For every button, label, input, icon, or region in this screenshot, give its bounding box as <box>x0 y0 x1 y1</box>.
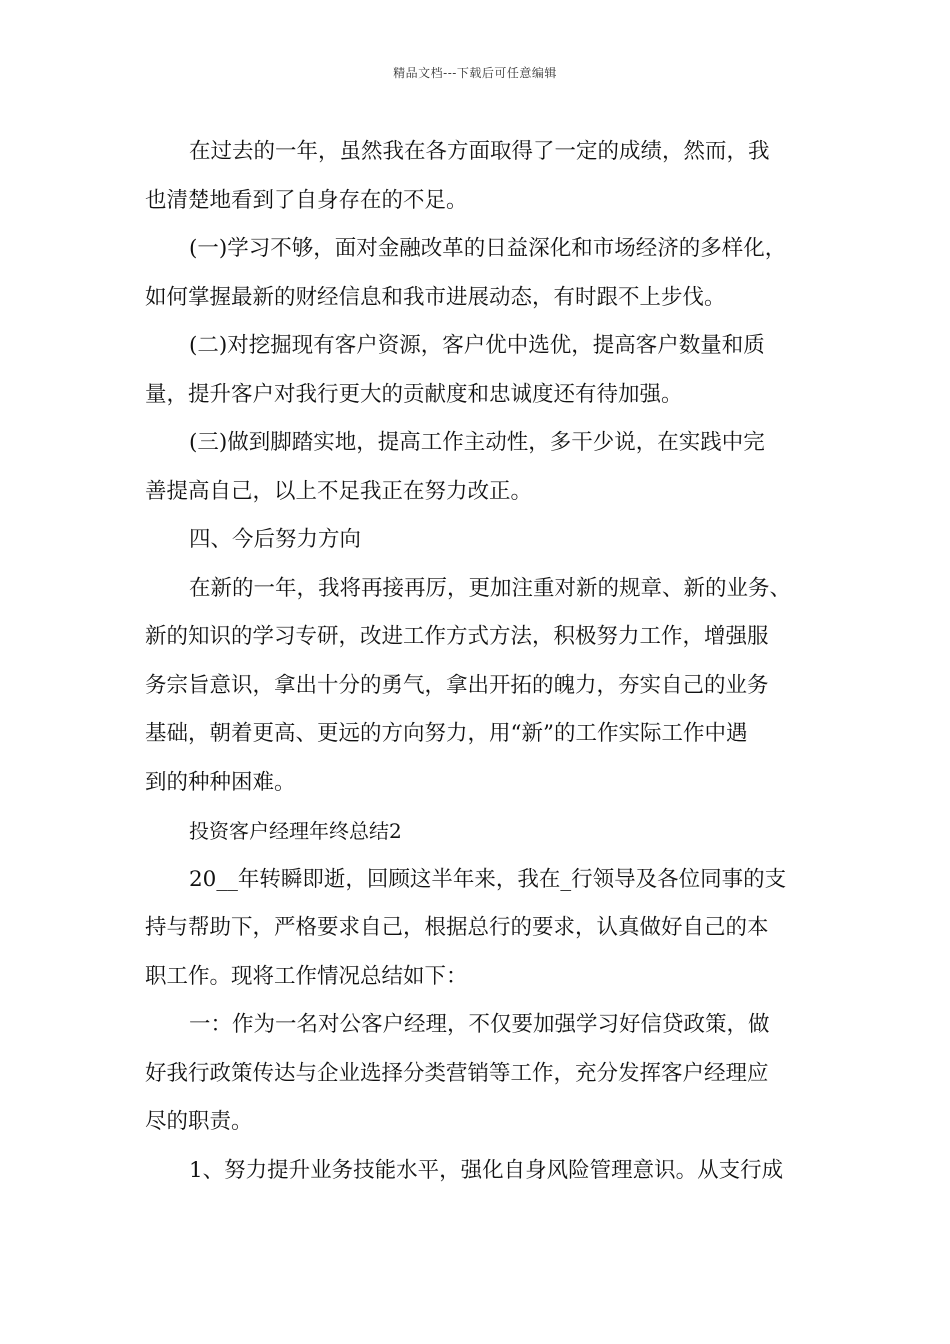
text-line: 到的种种困难。 <box>145 769 296 795</box>
text-line: 一：作为一名对公客户经理，不仅要加强学习好信贷政策，做 <box>189 1012 770 1037</box>
text-line: 职工作。现将工作情况总结如下： <box>145 963 468 989</box>
text-line: (一)学习不够，面对金融改革的日益深化和市场经济的多样化， <box>189 236 787 261</box>
document-body <box>145 128 813 1195</box>
text-line: 持与帮助下，严格要求自己，根据总行的要求，认真做好自己的本 <box>145 915 769 940</box>
text-line: 新的知识的学习专研，改进工作方式方法，积极努力工作，增强服 <box>145 624 769 649</box>
text-line: (三)做到脚踏实地，提高工作主动性，多干少说，在实践中完 <box>189 430 765 455</box>
text-line: 20__年转瞬即逝，回顾这半年来，我在_行领导及各位同事的支 <box>189 866 787 892</box>
text-line: 在新的一年，我将再接再厉，更加注重对新的规章、新的业务、 <box>189 575 792 601</box>
text-line: 在过去的一年，虽然我在各方面取得了一定的成绩，然而，我 <box>189 139 770 164</box>
text-line: 基础，朝着更高、更远的方向努力，用“新”的工作实际工作中遇 <box>145 721 748 746</box>
text-line: 尽的职责。 <box>145 1109 253 1134</box>
section-heading: 四、今后努力方向 <box>189 527 362 552</box>
text-line: 也清楚地看到了自身存在的不足。 <box>145 187 468 213</box>
document-title: 投资客户经理年终总结2 <box>189 819 402 843</box>
text-line: 善提高自己，以上不足我正在努力改正。 <box>145 478 533 504</box>
text-line: 量，提升客户对我行更大的贡献度和忠诚度还有待加强。 <box>145 381 683 407</box>
text-line: 如何掌握最新的财经信息和我市进展动态，有时跟不上步伐。 <box>145 284 726 310</box>
text-line: (二)对挖掘现有客户资源，客户优中选优，提高客户数量和质 <box>189 333 765 358</box>
text-line: 好我行政策传达与企业选择分类营销等工作，充分发挥客户经理应 <box>145 1060 769 1086</box>
text-line: 1、努力提升业务技能水平，强化自身风险管理意识。从支行成 <box>189 1157 784 1183</box>
page-header: 精品文档---下载后可任意编辑 <box>393 66 557 80</box>
text-line: 务宗旨意识，拿出十分的勇气，拿出开拓的魄力，夯实自己的业务 <box>145 672 769 698</box>
